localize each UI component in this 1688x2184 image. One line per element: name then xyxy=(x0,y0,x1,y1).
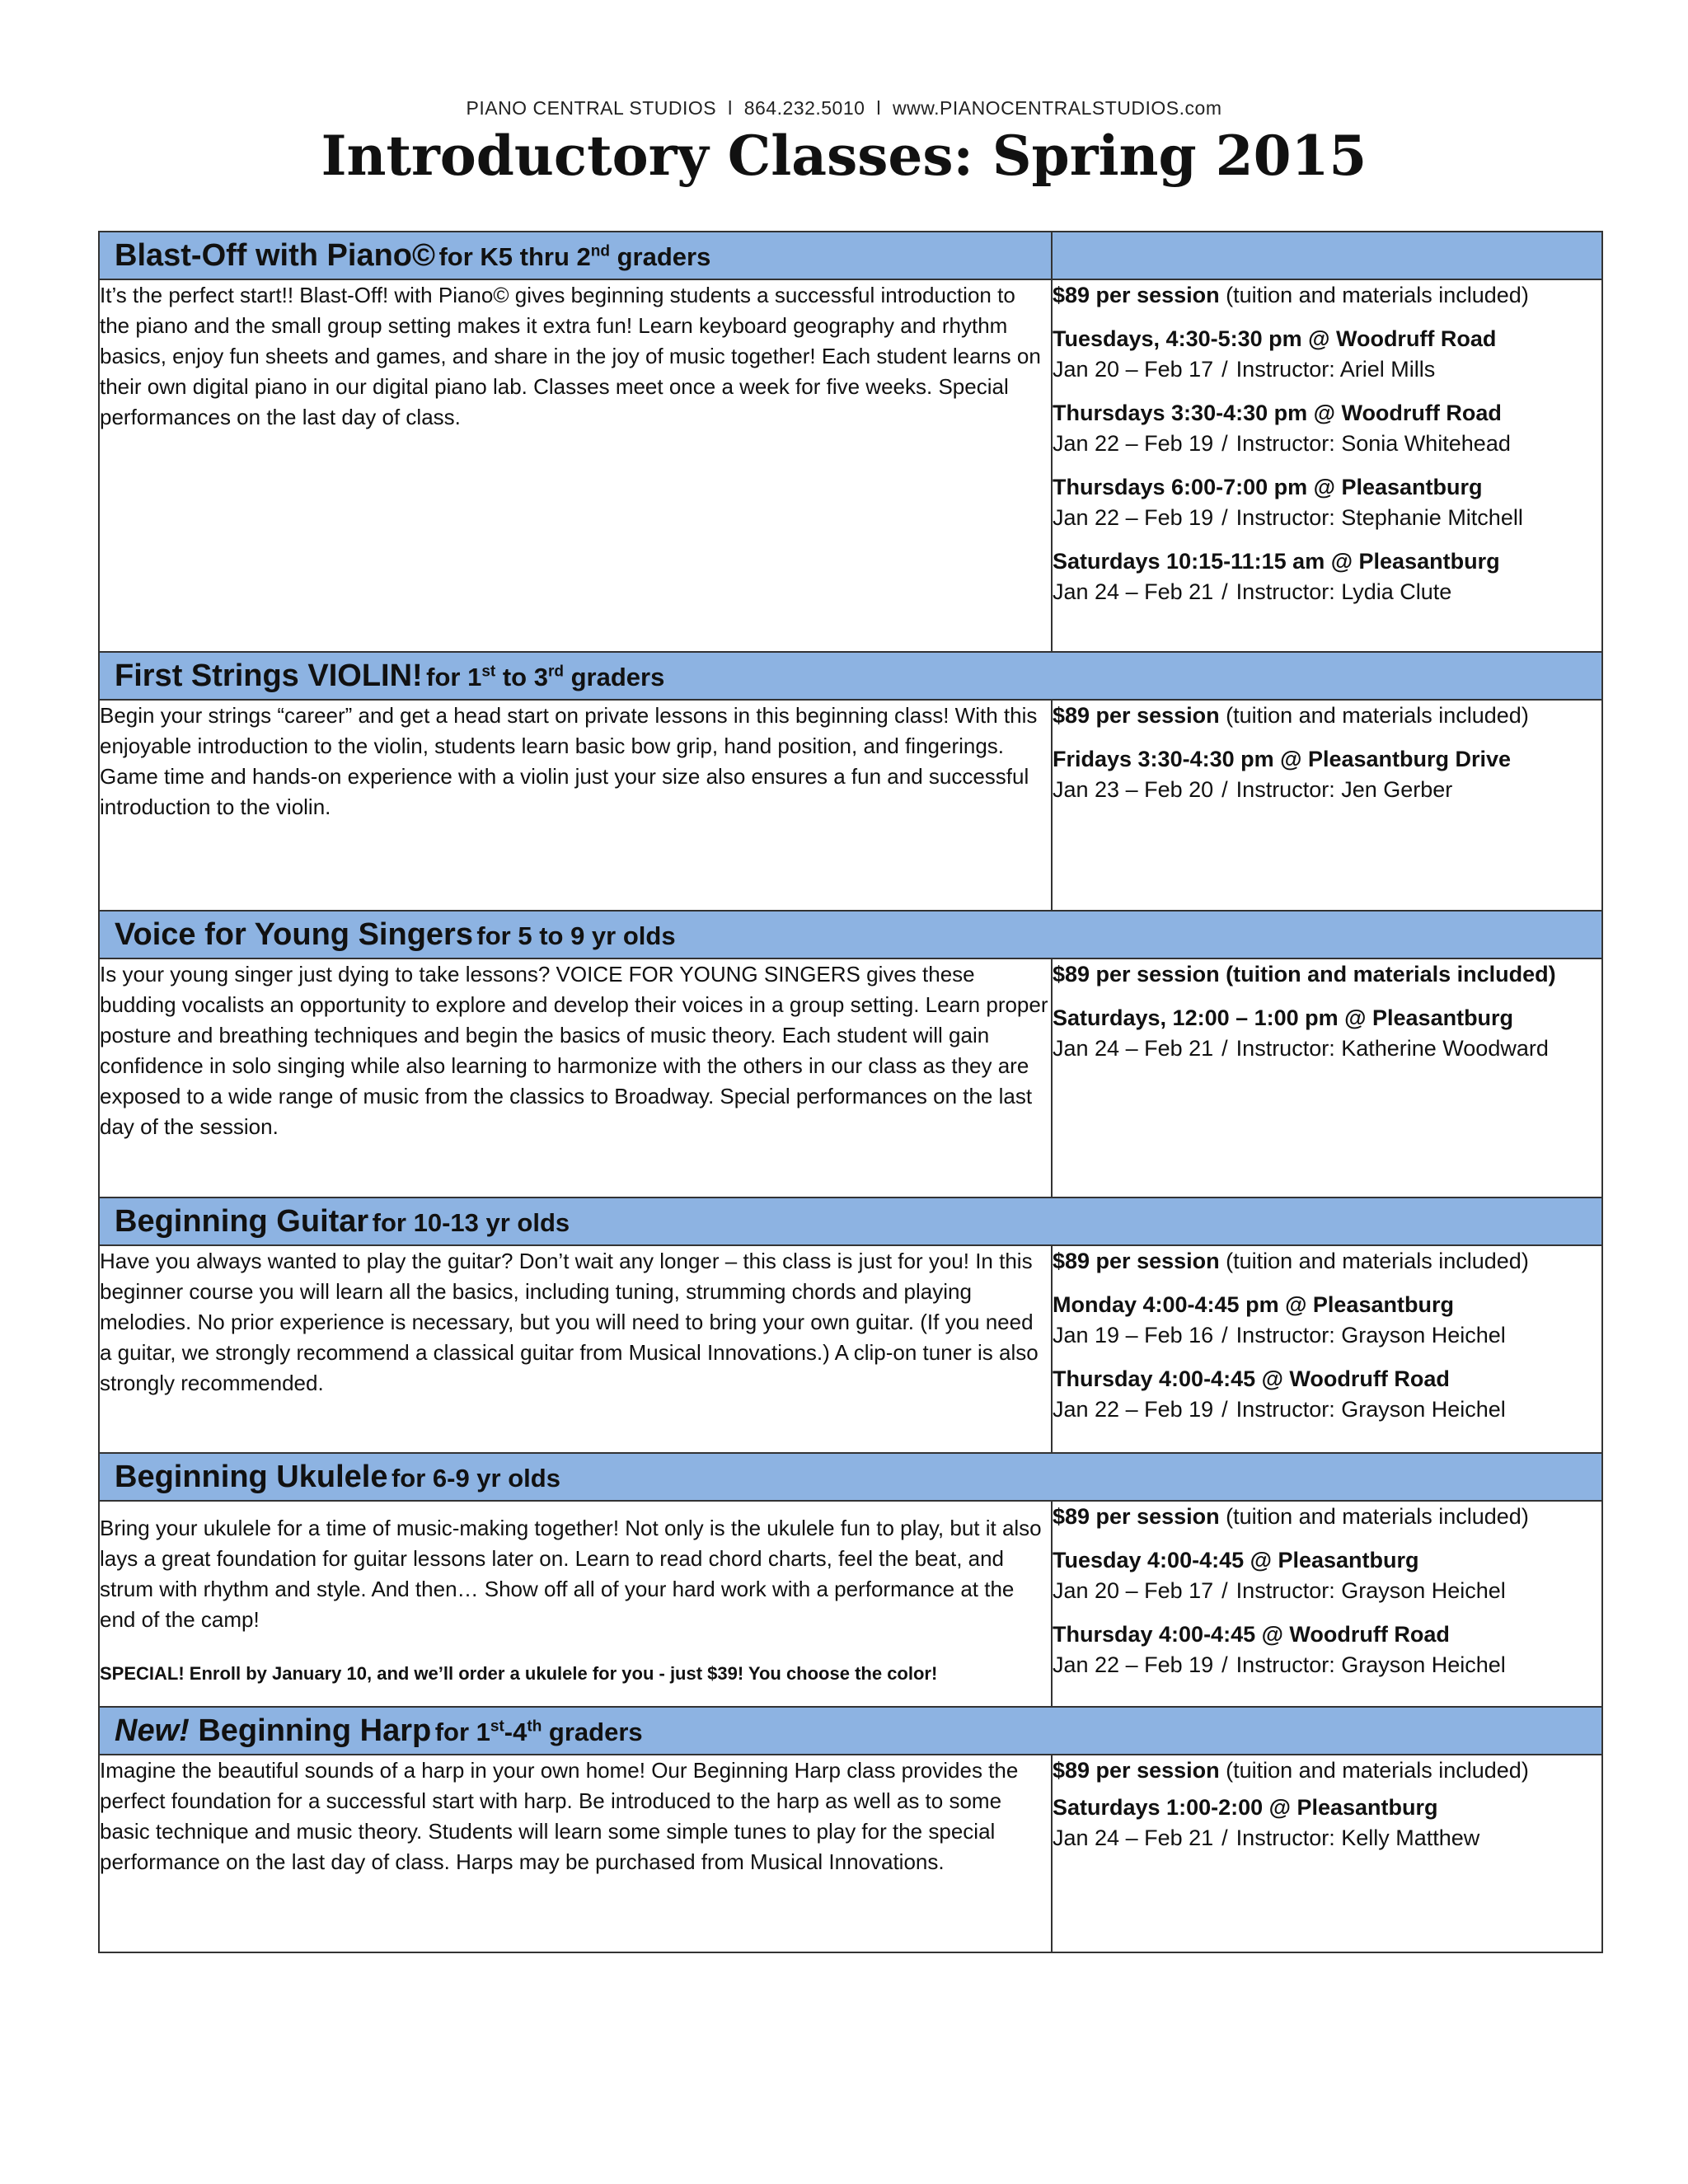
class-age-range: for K5 thru 2nd graders xyxy=(438,241,711,271)
studio-website: www.PIANOCENTRALSTUDIOS.com xyxy=(893,97,1222,119)
special-offer: SPECIAL! Enroll by January 10, and we’ll order a ukulele for you - just $39! You choose the color! xyxy=(100,1663,938,1684)
class-schedule-info xyxy=(1052,1501,1602,1707)
class-row-piano xyxy=(99,279,1602,652)
schedule-slot: Thursday 4:00-4:45 @ Woodruff Road Jan 22 – Feb 19 / Instructor: Grayson Heichel xyxy=(1053,1622,1506,1677)
class-row-ukulele xyxy=(99,1501,1602,1707)
class-row-guitar xyxy=(99,1245,1602,1453)
class-schedule-table xyxy=(98,231,1603,1953)
schedule-slot: Thursday 4:00-4:45 @ Woodruff Road Jan 22 – Feb 19 / Instructor: Grayson Heichel xyxy=(1053,1366,1506,1422)
class-name: Beginning Ukulele xyxy=(115,1459,388,1494)
class-description: Imagine the beautiful sounds of a harp in your own home! Our Beginning Harp class provides the perfect foundation for a successful start with harp. Be introduced to the harp as well as to some basic technique and music theory. Students will learn some simple tunes to play for the special performance on the last day of class. Harps may be purchased from Musical Innovations. xyxy=(99,1755,1052,1952)
class-description xyxy=(99,1501,1052,1707)
class-description: Is your young singer just dying to take lessons? VOICE FOR YOUNG SINGERS gives these budding vocalists an opportunity to explore and develop their voices in a group setting. Learn proper posture and breathing techniques and begin the basics of music theory. Each student will gain confidence in solo singing while also learning to harmonize with the others in our class as they are exposed to a wide range of music from the classics to Broadway. Special performances on the last day of the session. xyxy=(99,958,1052,1197)
class-header-piano xyxy=(99,232,1602,279)
class-description: Begin your strings “career” and get a head start on private lessons in this beginning class! With this enjoyable introduction to the violin, students learn basic bow grip, hand position, and fingerings. Game time and hands-on experience with a violin just your size also ensures a fun and successful introduction to the violin. xyxy=(99,700,1052,911)
class-name: First Strings VIOLIN! xyxy=(115,658,423,693)
class-header-ukulele xyxy=(99,1453,1602,1501)
class-price: $89 per session (tuition and materials included) xyxy=(1053,1504,1529,1529)
class-description-text: Bring your ukulele for a time of music-making together! Not only is the ukulele fun to play, but it also lays a great foundation for guitar lessons later on. Learn to read chord charts, feel the beat, and strum with rhythm and style. And then… Show off all of your hard work with a performance at the end of the camp! xyxy=(100,1516,1042,1632)
class-name: Voice for Young Singers xyxy=(115,916,473,952)
schedule-slot: Fridays 3:30-4:30 pm @ Pleasantburg Drive Jan 23 – Feb 20 / Instructor: Jen Gerber xyxy=(1053,747,1512,802)
class-schedule-info xyxy=(1052,958,1602,1197)
class-description: It’s the perfect start!! Blast-Off! with Piano© gives beginning students a successful introduction to the piano and the small group setting makes it extra fun! Learn keyboard geography and rhythm basics, enjoy fun sheets and games, and share in the joy of music together! Each student learns on their own digital piano in our digital piano lab. Classes meet once a week for five weeks. Special performances on the last day of class. xyxy=(99,279,1052,652)
class-row-harp xyxy=(99,1755,1602,1952)
class-schedule-info xyxy=(1052,1755,1602,1952)
class-price: $89 per session (tuition and materials included) xyxy=(1053,703,1529,728)
class-schedule-info xyxy=(1052,1245,1602,1453)
studio-name: PIANO CENTRAL STUDIOS xyxy=(466,97,717,119)
class-price: $89 per session (tuition and materials included) xyxy=(1053,962,1556,987)
schedule-slot: Saturdays 10:15-11:15 am @ Pleasantburg Jan 24 – Feb 21 / Instructor: Lydia Clute xyxy=(1053,549,1500,604)
class-age-range: for 10-13 yr olds xyxy=(372,1207,570,1237)
class-age-range: for 1st-4th graders xyxy=(434,1717,643,1746)
class-header-voice xyxy=(99,911,1602,958)
class-name: Beginning Guitar xyxy=(115,1203,369,1239)
class-price: $89 per session (tuition and materials included) xyxy=(1053,283,1529,307)
class-header-guitar xyxy=(99,1197,1602,1245)
page-title: Introductory Classes: Spring 2015 xyxy=(321,124,1367,188)
separator: l xyxy=(728,97,733,119)
class-age-range: for 1st to 3rd graders xyxy=(426,662,665,691)
schedule-slot: Saturdays, 12:00 – 1:00 pm @ Pleasantburg Jan 24 – Feb 21 / Instructor: Katherine Woodward xyxy=(1053,1005,1549,1061)
schedule-slot: Monday 4:00-4:45 pm @ Pleasantburg Jan 19 – Feb 16 / Instructor: Grayson Heichel xyxy=(1053,1292,1506,1347)
class-row-violin xyxy=(99,700,1602,911)
class-header-harp xyxy=(99,1707,1602,1755)
class-header-violin xyxy=(99,652,1602,700)
class-age-range: for 6-9 yr olds xyxy=(391,1463,560,1493)
class-schedule-info xyxy=(1052,700,1602,911)
class-description: Have you always wanted to play the guitar? Don’t wait any longer – this class is just for you! In this beginner course you will learn all the basics, including tuning, strumming chords and playing melodies. No prior experience is necessary, but you will need to bring your own guitar. (If you need a guitar, we strongly recommend a classical guitar from Musical Innovations.) A clip-on tuner is also strongly recommended. xyxy=(99,1245,1052,1453)
studio-contact-line xyxy=(0,97,1688,120)
schedule-slot: Thursdays 3:30-4:30 pm @ Woodruff Road Jan 22 – Feb 19 / Instructor: Sonia Whitehead xyxy=(1053,401,1511,456)
schedule-slot: Thursdays 6:00-7:00 pm @ Pleasantburg Jan 22 – Feb 19 / Instructor: Stephanie Mitchell xyxy=(1053,475,1523,530)
schedule-slot: Tuesday 4:00-4:45 @ Pleasantburg Jan 20 – Feb 17 / Instructor: Grayson Heichel xyxy=(1053,1548,1506,1603)
class-row-voice xyxy=(99,958,1602,1197)
new-label: New! xyxy=(115,1713,190,1748)
class-name: New! Beginning Harp xyxy=(115,1713,432,1748)
separator: l xyxy=(876,97,882,119)
studio-phone: 864.232.5010 xyxy=(743,97,865,119)
schedule-slot: Saturdays 1:00-2:00 @ Pleasantburg Jan 24 – Feb 21 / Instructor: Kelly Matthew xyxy=(1053,1795,1480,1850)
class-price: $89 per session (tuition and materials included) xyxy=(1053,1758,1529,1783)
class-age-range: for 5 to 9 yr olds xyxy=(476,921,676,950)
class-price: $89 per session (tuition and materials included) xyxy=(1053,1249,1529,1273)
schedule-slot: Tuesdays, 4:30-5:30 pm @ Woodruff Road Jan 20 – Feb 17 / Instructor: Ariel Mills xyxy=(1053,326,1497,382)
class-name: Blast-Off with Piano© xyxy=(115,237,435,273)
class-schedule-info xyxy=(1052,279,1602,652)
